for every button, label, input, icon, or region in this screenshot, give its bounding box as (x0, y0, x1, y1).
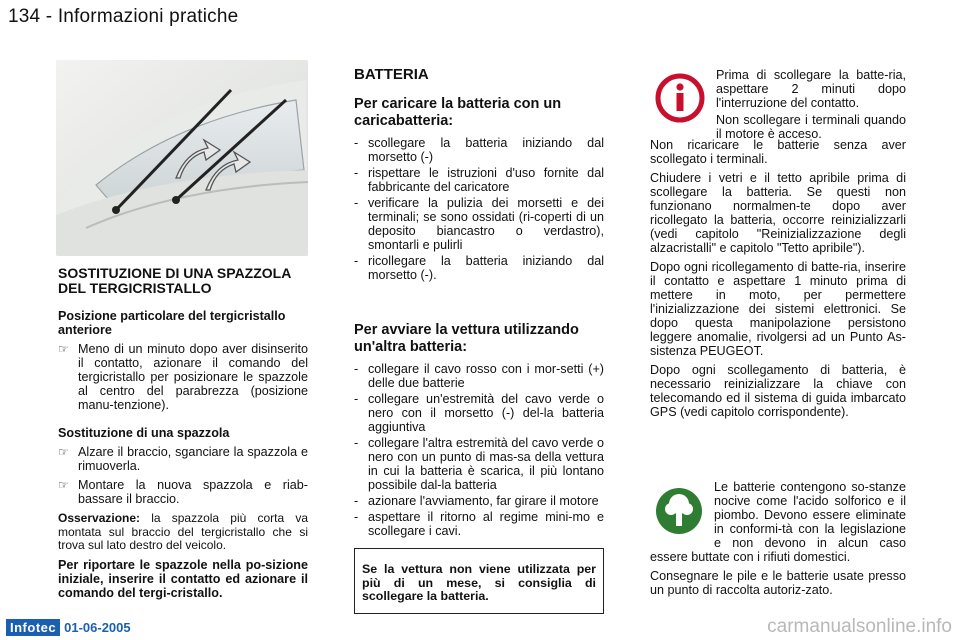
hand-icon: ☞ (58, 478, 69, 492)
section-title: Informazioni pratiche (57, 6, 239, 27)
list-item: - ricollegare la batteria iniziando dal morsetto (-). (354, 254, 604, 282)
header-separator: - (45, 6, 53, 27)
list-item: ☞ Montare la nuova spazzola e riab-bassare il braccio. (58, 478, 308, 506)
wiper-note: Osservazione: la spazzola più corta va montata sul braccio del tergicristallo che si trova sul lato destro del veicolo. (58, 511, 308, 552)
page-header (8, 6, 238, 28)
left-column (58, 266, 308, 600)
list-item: - collegare il cavo rosso con i mor-setti (+) delle due batterie (354, 362, 604, 390)
list-item: - collegare l'altra estremità del cavo verde o nero con un punto di mas-sa della vettura in cui la batteria è scarica, il più lontano possibile dal-la batteria (354, 436, 604, 492)
wiper-subheading-replace: Sostituzione di una spazzola (58, 426, 230, 440)
list-item: - aspettare il ritorno al regime mini-mo e scollegare i cavi. (354, 510, 604, 538)
environment-text: Le batterie contengono so-stanze nocive come l'acido solforico e il piombo. Devono essere eliminate in conformi-tà con la legislazione e non devono in alcun caso essere buttate con i rifiuti domestici. (650, 480, 906, 564)
icon-spacer (650, 480, 714, 546)
wiper-final-instruction: Per riportare le spazzole nella po-sizione iniziale, inserire il contatto ed azionare il comando del tergi-cristallo. (58, 557, 308, 600)
hand-icon: ☞ (58, 342, 69, 356)
wiper-section-title: SOSTITUZIONE DI UNA SPAZZOLA DEL TERGICRISTALLO (58, 265, 291, 296)
storage-warning-box (354, 548, 604, 614)
jumpstart-list (354, 362, 604, 538)
list-item: ☞ Alzare il braccio, sganciare la spazzola e rimuoverla. (58, 445, 308, 473)
list-item: - verificare la pulizia dei morsetti e dei terminali; se sono ossidati (ri-coperti di un deposito biancastro o verdastro), smontarli e pulirli (354, 196, 604, 252)
footer (6, 618, 131, 636)
charge-subheading: Per caricare la batteria con un caricabatteria: (354, 96, 562, 129)
right-paragraph-3: Dopo ogni ricollegamento di batte-ria, inserire il contatto e aspettare 1 minuto prima di mettere in moto, per permettere l'inizializzazione dei sistemi elettronici. Se dopo questa manipolazione persistono leggere anomalie, rivolgersi ad un Punto As-sistenza PEUGEOT. (650, 260, 906, 358)
info-icon (654, 72, 706, 124)
list-item: - collegare un'estremità del cavo verde o nero con il morsetto (-) del-la batteria aggiuntiva (354, 392, 604, 434)
jumpstart-subheading: Per avviare la vettura utilizzando un'altra batteria: (354, 322, 579, 355)
middle-column (354, 66, 604, 538)
car-windscreen-image (56, 60, 308, 256)
list-item: - scollegare la batteria iniziando dal morsetto (-) (354, 136, 604, 164)
recycle-instruction: Consegnare le pile e le batterie usate presso un punto di raccolta autoriz-zato. (650, 569, 906, 597)
info-note-2: Non scollegare i terminali quando il motore è acceso. (716, 113, 906, 141)
battery-title: BATTERIA (354, 66, 429, 83)
info-note-1: Prima di scollegare la batte-ria, aspettare 2 minuti dopo l'interruzione del contatto. (716, 68, 906, 110)
infotec-logo: Infotec (6, 619, 60, 636)
storage-warning-text: Se la vettura non viene utilizzata per più di un mese, si consiglia di scollegare la batteria. (362, 562, 596, 603)
info-note (716, 68, 906, 141)
wiper-subheading-position: Posizione particolare del tergicristallo anteriore (58, 309, 286, 337)
charge-list (354, 136, 604, 282)
list-item: ☞ Meno di un minuto dopo aver disinserito il contatto, azionare il comando del tergicristallo per posizionare le spazzole al centro del parabrezza (posizione manu-tenzione). (58, 342, 308, 412)
footer-date: 01-06-2005 (64, 619, 131, 635)
list-item: - rispettare le istruzioni d'uso fornite dal fabbricante del caricatore (354, 166, 604, 194)
list-item: - azionare l'avviamento, far girare il motore (354, 494, 599, 508)
page-number: 134 (8, 6, 41, 27)
watermark: carmanualsonline.info (767, 616, 952, 637)
right-column (650, 138, 906, 419)
wiper-illustration (56, 60, 308, 256)
right-paragraph-2: Chiudere i vetri e il tetto apribile prima di scollegare la batteria. Se questi non funzionano normalmen-te dopo aver ricollegato la batteria, occorre reinizializzarli (vedi capitolo "Reinizializzazione degli alzacristalli" e capitolo "Tetto apribile"). (650, 171, 906, 255)
right-paragraph-4: Dopo ogni scollegamento di batteria, è necessario reinizializzare la chiave con telecomando ed il sistema di guida imbarcato GPS (vedi capitolo corrispondente). (650, 363, 906, 419)
hand-icon: ☞ (58, 445, 69, 459)
right-paragraph-1: Non ricaricare le batterie senza aver scollegato i terminali. (650, 138, 906, 166)
environment-note (650, 480, 906, 597)
